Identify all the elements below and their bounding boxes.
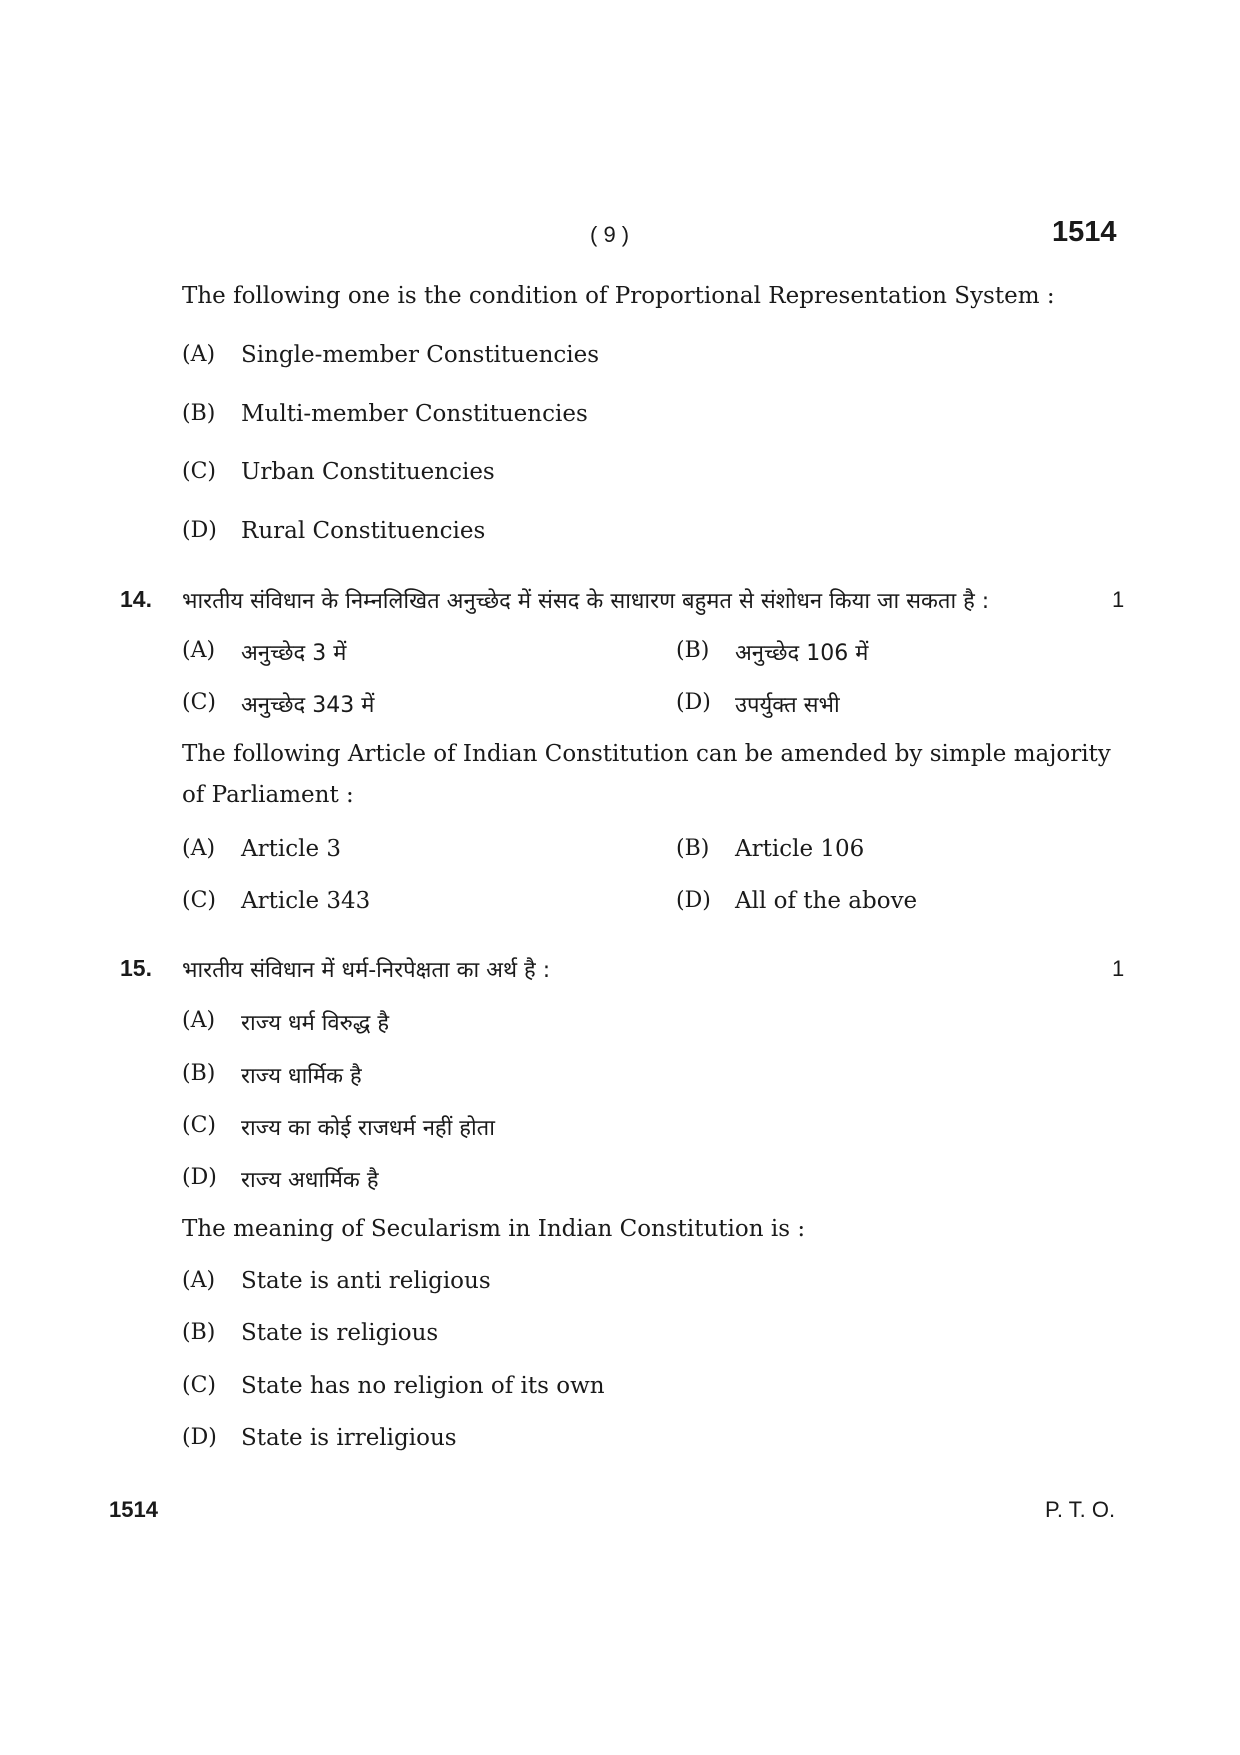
paper-code-header: 1514: [1052, 216, 1117, 248]
option-label: (A): [182, 638, 216, 663]
option-text: Single-member Constituencies: [241, 342, 600, 368]
option-text: Article 106: [735, 836, 865, 862]
option-text: राज्य धार्मिक है: [241, 1064, 362, 1089]
option-label: (A): [182, 1268, 216, 1293]
option-text: उपर्युक्त सभी: [735, 693, 840, 718]
option-text: Article 343: [241, 888, 371, 914]
option-text: Urban Constituencies: [241, 459, 495, 485]
option-text: अनुच्छेद 3 में: [241, 641, 347, 666]
option-label: (D): [182, 518, 217, 543]
option-text: Article 3: [241, 836, 341, 862]
q14-marks: 1: [1112, 587, 1125, 612]
q13-text-en: The following one is the condition of Proportional Representation System :: [182, 283, 1055, 309]
q14-text-en-line1: The following Article of Indian Constitution can be amended by simple majority: [182, 741, 1111, 767]
option-label: (C): [182, 888, 216, 913]
option-text: अनुच्छेद 106 में: [735, 641, 869, 666]
q14-number: 14.: [120, 586, 152, 612]
option-label: (A): [182, 836, 216, 861]
q15-text-hi: भारतीय संविधान में धर्म-निरपेक्षता का अर्थ है :: [182, 958, 551, 983]
option-label: (C): [182, 690, 216, 715]
page-number: ( 9 ): [590, 222, 630, 247]
option-text: All of the above: [735, 888, 918, 914]
option-label: (B): [676, 836, 710, 861]
option-label: (D): [676, 888, 711, 913]
q15-marks: 1: [1112, 956, 1125, 981]
option-text: राज्य धर्म विरुद्ध है: [241, 1011, 390, 1036]
option-text: State is religious: [241, 1320, 439, 1346]
option-label: (D): [676, 690, 711, 715]
option-label: (D): [182, 1165, 217, 1190]
option-label: (B): [182, 1061, 216, 1086]
option-text: अनुच्छेद 343 में: [241, 693, 375, 718]
q14-text-hi: भारतीय संविधान के निम्नलिखित अनुच्छेद में संसद के साधारण बहुमत से संशोधन किया जा सकता है :: [182, 589, 990, 614]
option-text: Multi-member Constituencies: [241, 401, 588, 427]
pto-label: P. T. O.: [1045, 1497, 1116, 1522]
option-text: Rural Constituencies: [241, 518, 486, 544]
q15-number: 15.: [120, 955, 152, 981]
option-label: (C): [182, 459, 216, 484]
q14-text-en-line2: of Parliament :: [182, 782, 354, 808]
option-text: State is anti religious: [241, 1268, 491, 1294]
option-label: (B): [182, 1320, 216, 1345]
option-label: (C): [182, 1373, 216, 1398]
option-label: (A): [182, 342, 216, 367]
option-label: (B): [676, 638, 710, 663]
option-text: राज्य अधार्मिक है: [241, 1168, 379, 1193]
option-label: (A): [182, 1008, 216, 1033]
option-label: (C): [182, 1113, 216, 1138]
option-text: राज्य का कोई राजधर्म नहीं होता: [241, 1116, 495, 1141]
option-label: (D): [182, 1425, 217, 1450]
option-text: State is irreligious: [241, 1425, 457, 1451]
option-text: State has no religion of its own: [241, 1373, 605, 1399]
paper-code-footer: 1514: [109, 1497, 158, 1522]
q15-text-en: The meaning of Secularism in Indian Constitution is :: [182, 1216, 806, 1242]
option-label: (B): [182, 401, 216, 426]
